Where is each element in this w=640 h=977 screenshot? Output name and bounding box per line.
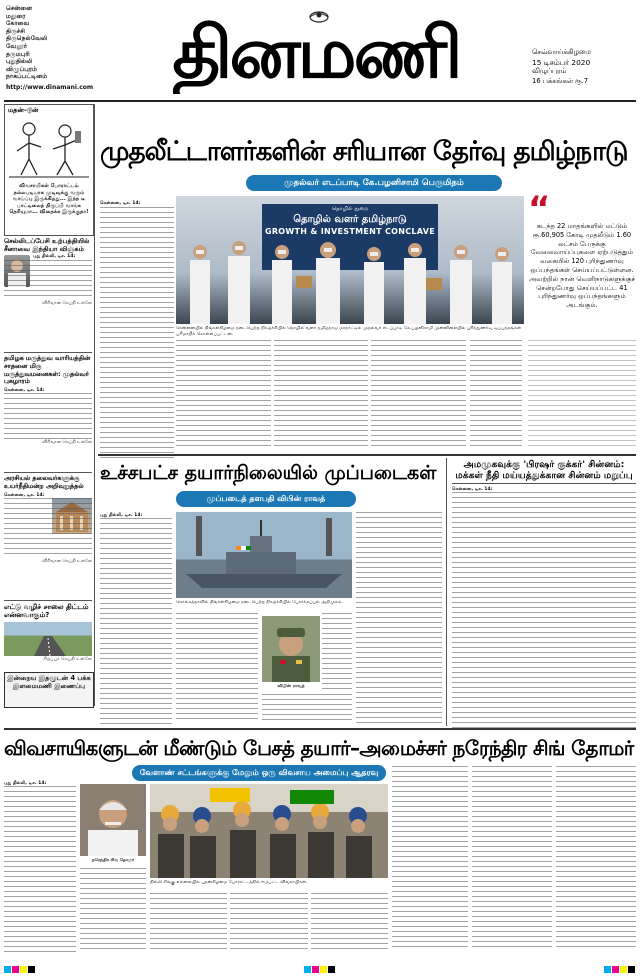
farm-body-1	[4, 786, 76, 956]
edition-8: புதுதில்லி	[6, 58, 33, 66]
left-story-4-credit: சிறப்புச் செய்தி உள்ளே	[43, 656, 92, 662]
farm-body-3	[150, 893, 227, 951]
edition-list	[6, 5, 66, 81]
farm-place: புது தில்லி, டிச. 14:	[4, 781, 47, 786]
left-story-2-place: சென்னை, டிச. 14:	[4, 388, 45, 394]
pull-quote: கடந்த 22 மாதங்களில் மட்டும் ரூ.60,905 கோடி முதலீடும் 1.60 லட்சம் பேருக்கு வேலைவாய்ப்புகளை ஏற்படுத்தும் வகையில் 120 புரிந்துணர்வு ஒப்பந்தங்கள் செய்யப்பட்டுள்ளன. அவற்றில் நான் வெளிநாடுகளுக்குச் சென்றபோது செய்யப்பட்ட 41 புரிந்துணர்வு ஒப்பந்தங்களும் அடங்கும்.	[528, 222, 636, 310]
cmyk-bar	[4, 958, 636, 967]
second-body-5	[356, 512, 442, 724]
ammk-place: சென்னை, டிச. 14:	[452, 487, 493, 492]
protest-caption: தில்லி சிங்கு எல்லையில் புதன்கிழமை போராட்டத்தில் ஈடுபட்ட விவசாயிகள்.	[150, 880, 308, 885]
farm-subhead: வேளாண் சட்டங்களுக்கு மேலும் ஒரு விவசாய அமைப்பு ஆதரவு	[132, 765, 386, 781]
left-divider-2	[4, 472, 92, 473]
second-place: புது தில்லி, டிச. 14:	[100, 513, 143, 518]
farm-lower-cols	[150, 893, 388, 951]
masthead-rule	[4, 100, 636, 102]
banner-dept: தொழில் துறை	[331, 206, 369, 212]
left-story-1-headline: செல்லிடப்பேசி உற்பத்தியில் சீனாவை இந்தியா விஞ்சும்	[4, 237, 90, 253]
lead-body-5	[470, 340, 522, 450]
lead-text-col-1	[100, 200, 174, 459]
cartoon-label: மதன்–டூன்	[8, 106, 39, 114]
edition-9: விழுப்புரம்	[6, 65, 38, 73]
farm-body-2	[80, 868, 146, 950]
edition-6: வேலூர்	[6, 42, 28, 50]
left-story-3-body	[4, 498, 92, 558]
cartoon-drawing-icon	[9, 117, 89, 179]
cartoon-caption: விவசாயிகள் போராட்டம் நல்லபடியாக முடிவுக்கு வரும் வாய்ப்பு இருக்கிறது... இந்த டீ பாட்டிலைத் திருப்பி வாங்க தெரியுமா... விதைக்க இருக்குதா!	[9, 183, 89, 216]
farm-body-7	[472, 766, 552, 951]
cartoon-box	[4, 104, 94, 236]
ammk-headline-1: அமமுகவுக்கு 'பிரஷர் குக்கர்' சின்னம்:	[463, 459, 625, 470]
left-divider-1	[4, 352, 92, 353]
issue-info	[532, 48, 636, 86]
lead-body-3	[274, 340, 369, 450]
second-headline: உச்சபட்ச தயார்நிலையில் முப்படைகள்	[100, 462, 437, 484]
lead-body-6	[528, 340, 636, 450]
rawat-caption: விபின் ராவத்	[277, 684, 305, 689]
farm-divider	[4, 728, 636, 730]
left-story-3-place: சென்னை, டிச. 14:	[4, 492, 45, 498]
second-col-1	[100, 512, 172, 730]
left-divider-3	[4, 600, 92, 601]
dignitaries-icon	[176, 196, 524, 324]
farm-col-1	[4, 780, 76, 956]
edition-1: சென்னை	[6, 5, 33, 12]
warship-caption: கொல்கத்தாவில் திங்கள்கிழமை நடைபெற்ற நிகழ்ச்சியில் போர்க்கப்பல் அறிமுகம்.	[176, 600, 343, 605]
tomar-photo	[80, 784, 146, 856]
farm-body-8	[556, 766, 636, 951]
banner-title: தொழில் வளர் தமிழ்நாடு	[293, 214, 407, 225]
right-column-rule	[446, 458, 447, 726]
conclave-photo	[176, 196, 524, 324]
protest-photo	[150, 784, 388, 878]
lead-body-1	[100, 207, 174, 459]
edition-7: தருமபுரி	[6, 50, 30, 58]
edition-10: நாகப்பட்டினம்	[6, 73, 48, 81]
supplement-text: இன்றைய இதழுடன் 4 பக்க இளமைமணி இணைப்பு	[7, 674, 91, 691]
website[interactable]: http://www.dinamani.com	[6, 84, 94, 91]
ammk-headline-2: மக்கள் நீதி மய்யத்துக்கான சின்னம் மறுப்பு	[452, 470, 636, 484]
lead-divider	[98, 454, 636, 456]
left-story-3	[4, 475, 92, 564]
left-story-1	[4, 237, 92, 306]
farm-body-6	[392, 766, 468, 951]
ammk-body	[452, 492, 636, 728]
conclave-photo-caption: சென்னையில் திங்கள்கிழமை நடைபெற்ற நிகழ்ச்சியில் தொழில் வளர் தமிழ்நாடு மாநாட்டில் முதல்வர் எடப்பாடி கே.பழனிசாமி முன்னிலையில் புரிந்துணர்வு ஒப்பந்தங்கள் பரிமாறிக் கொள்ளப்பட்டன.	[176, 326, 522, 337]
masthead-logo: தினமணி	[172, 12, 460, 94]
issue-day: செவ்வாய்க்கிழமை	[532, 48, 591, 56]
edition-4: திருச்சி	[6, 27, 26, 35]
left-story-2-credit: விரிவான செய்தி உள்ளே	[42, 440, 92, 446]
second-col-3	[356, 512, 442, 724]
edition-3: கோவை	[6, 20, 30, 28]
farm-headline: விவசாயிகளுடன் மீண்டும் பேசத் தயார்–அமைச்சர் நரேந்திர சிங் தோமர்	[4, 736, 634, 760]
lead-headline: முதலீட்டாளர்களின் சரியான தேர்வு தமிழ்நாடு	[100, 136, 628, 167]
lead-body-2	[176, 340, 271, 450]
left-story-2	[4, 355, 92, 445]
cmyk-left	[4, 958, 36, 967]
banner-english: GROWTH & INVESTMENT CONCLAVE	[264, 227, 435, 236]
farm-body-4	[230, 893, 307, 951]
second-body-4	[322, 613, 352, 693]
left-story-3-credit: விரிவான செய்தி உள்ளே	[42, 558, 92, 564]
second-body-1	[100, 518, 172, 730]
second-body-2	[176, 613, 258, 723]
lead-body-4	[371, 340, 466, 450]
highway-photo	[4, 622, 92, 656]
left-story-4-headline: எட்டு வழிச் சாலை திட்டம் என்னவாகும்?	[4, 603, 89, 620]
issue-date: 15 டிசம்பர் 2020	[532, 57, 591, 67]
left-story-4	[4, 603, 92, 662]
tomar-caption: நரேந்திர சிங் தோமர்	[91, 858, 135, 863]
left-story-1-place: புது தில்லி, டிச. 14:	[33, 254, 76, 259]
cmyk-center	[304, 958, 336, 967]
edition-2: மதுரை	[6, 12, 26, 20]
ammk-story	[452, 459, 636, 728]
warship-photo	[176, 512, 352, 598]
issue-edition: விழுப்புரம்	[532, 67, 567, 76]
second-subhead: முப்படைத் தளபதி விபின் ராவத்	[176, 491, 356, 507]
issue-pages: 16 பக்கங்கள் ரூ.7	[532, 76, 589, 85]
lead-place: சென்னை, டிச. 14:	[100, 201, 141, 206]
farm-body-5	[311, 893, 388, 951]
supplement-box	[4, 672, 94, 708]
left-story-1-body	[4, 260, 92, 300]
rawat-photo	[262, 616, 320, 682]
lead-subhead: முதல்வர் எடப்பாடி கே.பழனிசாமி பெருமிதம்	[246, 175, 502, 191]
cmyk-right	[604, 958, 636, 967]
lead-text-cols	[176, 340, 466, 450]
second-body-3	[262, 694, 352, 724]
quote-mark-icon: “	[528, 189, 551, 229]
left-story-3-headline: அரசியல் தலைவர்களுக்கு உயர்நீதிமன்ற அறிவுறுத்தல்	[4, 474, 84, 490]
second-col-2	[176, 613, 258, 723]
left-column-rule	[94, 104, 95, 706]
left-story-2-headline: தமிழக மருத்துவ வாரியத்தின் சாதனை மிகு மருத்துவமனைகள்: முதல்வர் புகழாரம்	[4, 354, 91, 386]
left-story-2-body	[4, 393, 92, 439]
edition-5: திருநெல்வேலி	[6, 35, 48, 43]
left-story-1-credit: விரிவான செய்தி உள்ளே	[42, 301, 92, 306]
